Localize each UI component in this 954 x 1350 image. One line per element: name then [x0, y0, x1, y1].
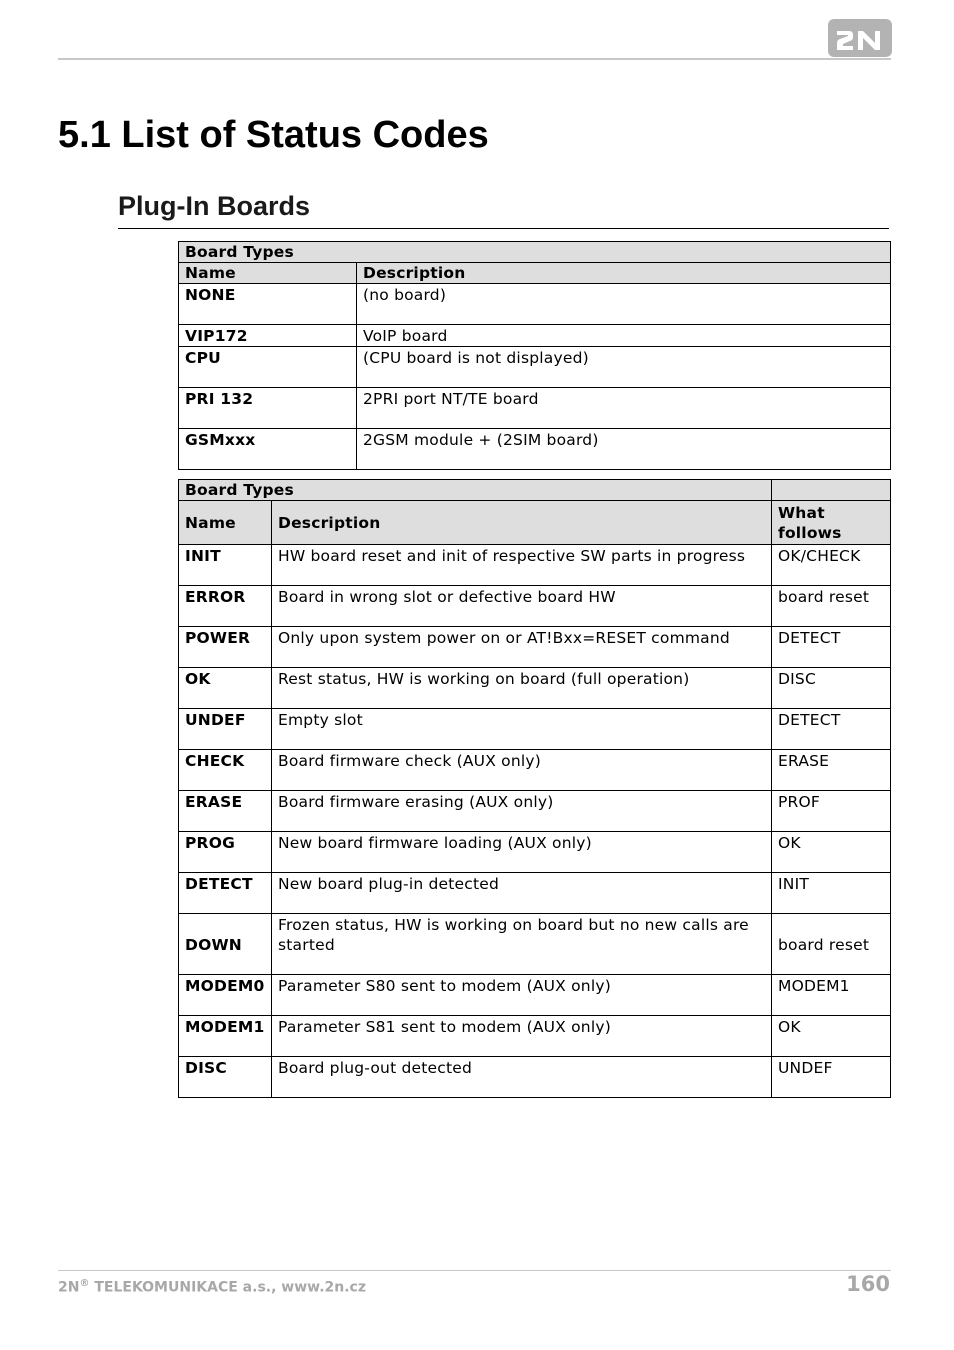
table-row [179, 668, 891, 709]
board-description: VoIP board [357, 325, 891, 347]
status-name: INIT [179, 545, 272, 586]
column-header-name: Name [179, 263, 357, 284]
table-header-row [179, 263, 891, 284]
status-name: UNDEF [179, 709, 272, 750]
table-caption: Board Types [179, 242, 891, 263]
column-header-name: Name [179, 501, 272, 545]
2n-logo [828, 19, 892, 57]
status-next: DETECT [772, 709, 891, 750]
status-name: DOWN [179, 914, 272, 975]
board-types-table [178, 241, 891, 470]
status-description: Board firmware erasing (AUX only) [272, 791, 772, 832]
status-next: ERASE [772, 750, 891, 791]
status-description: Frozen status, HW is working on board but no new calls are started [272, 914, 772, 975]
status-name: POWER [179, 627, 272, 668]
status-description: Parameter S81 sent to modem (AUX only) [272, 1016, 772, 1057]
table-row [179, 1057, 891, 1098]
header-rule [58, 58, 891, 60]
status-name: ERASE [179, 791, 272, 832]
board-description: 2PRI port NT/TE board [357, 388, 891, 429]
table-row [179, 709, 891, 750]
status-next: PROF [772, 791, 891, 832]
column-header-description: Description [357, 263, 891, 284]
board-description: (CPU board is not displayed) [357, 347, 891, 388]
table-row [179, 873, 891, 914]
board-name: PRI 132 [179, 388, 357, 429]
footer-rule [58, 1270, 891, 1271]
table-row [179, 627, 891, 668]
column-header-description: Description [272, 501, 772, 545]
page-number: 160 [846, 1272, 890, 1296]
section-rule [118, 228, 889, 229]
footer-company-prefix: 2N [58, 1279, 80, 1296]
status-next: board reset [772, 914, 891, 975]
status-description: Parameter S80 sent to modem (AUX only) [272, 975, 772, 1016]
table-row [179, 750, 891, 791]
status-next: DETECT [772, 627, 891, 668]
status-next: board reset [772, 586, 891, 627]
table-row [179, 1016, 891, 1057]
table-row [179, 325, 891, 347]
status-next: DISC [772, 668, 891, 709]
status-description: New board firmware loading (AUX only) [272, 832, 772, 873]
table-caption-row [179, 242, 891, 263]
status-next: OK [772, 832, 891, 873]
status-name: PROG [179, 832, 272, 873]
status-description: HW board reset and init of respective SW parts in progress [272, 545, 772, 586]
table-row [179, 429, 891, 470]
status-name: DISC [179, 1057, 272, 1098]
status-next: OK [772, 1016, 891, 1057]
footer-company [58, 1278, 366, 1296]
column-header-what-follows: What follows [772, 501, 891, 545]
table-row [179, 832, 891, 873]
board-description: (no board) [357, 284, 891, 325]
status-description: Empty slot [272, 709, 772, 750]
table-row [179, 586, 891, 627]
table-caption-blank [772, 480, 891, 501]
board-name: CPU [179, 347, 357, 388]
status-name: CHECK [179, 750, 272, 791]
section-heading: Plug-In Boards [118, 191, 311, 221]
status-next: INIT [772, 873, 891, 914]
status-name: ERROR [179, 586, 272, 627]
status-description: Board plug-out detected [272, 1057, 772, 1098]
page-title: 5.1 List of Status Codes [58, 114, 489, 156]
table-caption-row [179, 480, 891, 501]
table-row [179, 914, 891, 975]
status-name: DETECT [179, 873, 272, 914]
registered-mark: ® [79, 1278, 90, 1289]
status-name: MODEM1 [179, 1016, 272, 1057]
footer-company-rest: TELEKOMUNIKACE a.s., www.2n.cz [89, 1279, 366, 1296]
status-description: Board firmware check (AUX only) [272, 750, 772, 791]
board-name: VIP172 [179, 325, 357, 347]
status-description: Only upon system power on or AT!Bxx=RESET command [272, 627, 772, 668]
table-row [179, 284, 891, 325]
status-description: New board plug-in detected [272, 873, 772, 914]
table-caption: Board Types [179, 480, 772, 501]
table-row [179, 347, 891, 388]
table-row [179, 975, 891, 1016]
board-name: NONE [179, 284, 357, 325]
table-row [179, 545, 891, 586]
table-header-row [179, 501, 891, 545]
status-name: OK [179, 668, 272, 709]
status-name: MODEM0 [179, 975, 272, 1016]
table-row [179, 388, 891, 429]
status-next: UNDEF [772, 1057, 891, 1098]
status-next: OK/CHECK [772, 545, 891, 586]
board-description: 2GSM module + (2SIM board) [357, 429, 891, 470]
status-next: MODEM1 [772, 975, 891, 1016]
status-description: Rest status, HW is working on board (full operation) [272, 668, 772, 709]
board-status-table [178, 479, 891, 1098]
table-row [179, 791, 891, 832]
board-name: GSMxxx [179, 429, 357, 470]
status-description: Board in wrong slot or defective board HW [272, 586, 772, 627]
